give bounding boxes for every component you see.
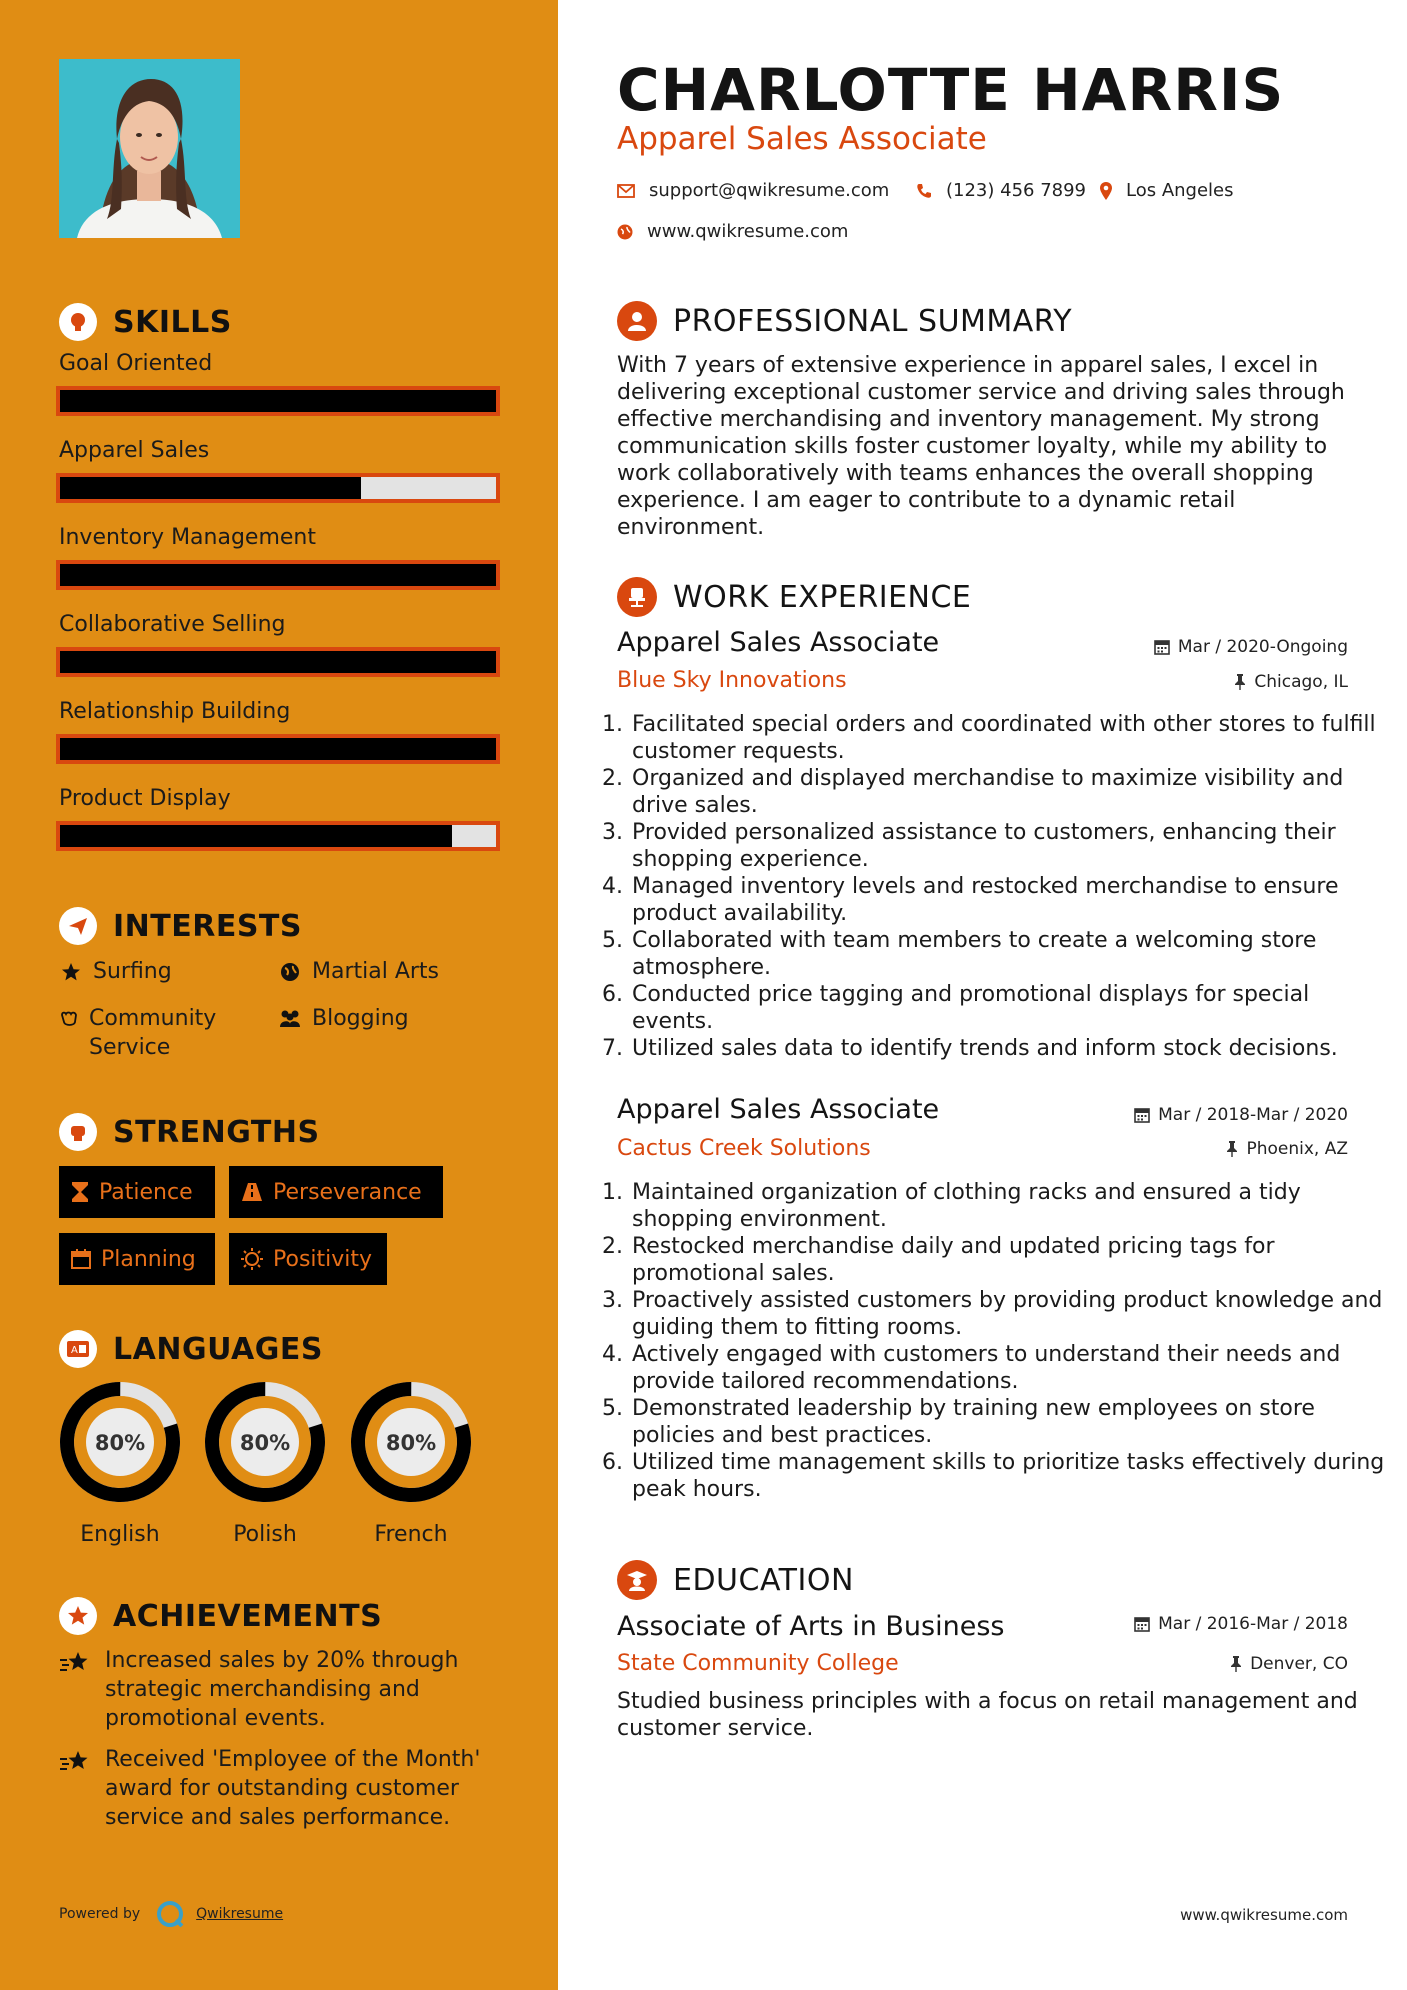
main-content [558, 0, 1407, 1990]
summary-title: PROFESSIONAL SUMMARY [673, 303, 1073, 339]
strength-badge [59, 1166, 215, 1218]
contact-location [1100, 180, 1234, 201]
skill-bar [56, 821, 500, 851]
summary-heading [617, 299, 1072, 343]
hourglass-icon [71, 1181, 89, 1203]
skill-fill [60, 477, 361, 499]
strength-label: Positivity [273, 1246, 373, 1272]
job-dates-text: Mar / 2020-Ongoing [1177, 637, 1348, 657]
interest-label: Blogging [312, 1006, 409, 1031]
language-percent: 80% [239, 1431, 291, 1455]
skill-label: Apparel Sales [59, 438, 210, 463]
education-heading [617, 1558, 854, 1602]
company-name: Cactus Creek Solutions [617, 1136, 871, 1161]
skill-bar [56, 734, 500, 764]
contact-email [617, 180, 889, 201]
sun-icon [241, 1248, 263, 1270]
language-percent: 80% [94, 1431, 146, 1455]
skills-title: SKILLS [113, 304, 232, 340]
school-name: State Community College [617, 1651, 899, 1676]
skills-heading [59, 300, 232, 344]
strength-label: Perseverance [273, 1179, 422, 1205]
strengths-heading [59, 1110, 320, 1154]
job-bullets [610, 711, 1390, 1062]
job-bullet: 3. Provided personalized assistance to customers, enhancing their shopping experience. [630, 819, 1390, 873]
language-gauge [203, 1380, 327, 1504]
experience-heading [617, 575, 971, 619]
job-bullet: 6. Conducted price tagging and promotional displays for special events. [630, 981, 1390, 1035]
skill-bar [56, 560, 500, 590]
skill-fill [60, 564, 496, 586]
experience-title: WORK EXPERIENCE [673, 579, 972, 615]
language-name: French [374, 1522, 448, 1547]
job-bullet: 4. Managed inventory levels and restocked merchandise to ensure product availability. [630, 873, 1390, 927]
interest-item [59, 957, 172, 986]
job-bullet: 1. Facilitated special orders and coordinated with other stores to fulfill customer requests. [630, 711, 1390, 765]
candidate-name: CHARLOTTE HARRIS [617, 56, 1285, 124]
job-bullets [610, 1179, 1390, 1503]
contact-website [617, 221, 848, 242]
shooting-star-icon [59, 1745, 91, 1832]
skill-bar [56, 647, 500, 677]
website-text[interactable]: www.qwikresume.com [647, 221, 849, 242]
skill-bar [56, 386, 500, 416]
education-location-text: Denver, CO [1250, 1654, 1348, 1674]
achievements-title: ACHIEVEMENTS [113, 1598, 383, 1634]
skill-fill [60, 390, 496, 412]
language-icon [59, 1330, 97, 1368]
job-bullet: 7. Utilized sales data to identify trends and inform stock decisions. [630, 1035, 1390, 1062]
pushpin-icon [1234, 674, 1246, 690]
interest-item [278, 1004, 409, 1033]
languages-heading [59, 1327, 323, 1371]
languages-title: LANGUAGES [113, 1331, 323, 1367]
skill-bar [56, 473, 500, 503]
skill-fill [60, 738, 496, 760]
strength-label: Patience [99, 1179, 193, 1205]
job-dates [1134, 1105, 1348, 1125]
profile-photo [59, 59, 240, 238]
email-text[interactable]: support@qwikresume.com [649, 180, 890, 201]
hand-icon [59, 1004, 79, 1029]
skill-fill [60, 651, 496, 673]
calendar-icon [71, 1249, 91, 1269]
language-name: Polish [233, 1522, 297, 1547]
globe-icon [278, 957, 302, 982]
strength-badge [229, 1233, 387, 1285]
achievement-item [59, 1646, 499, 1733]
powered-by [59, 1900, 283, 1928]
lightbulb-icon [59, 303, 97, 341]
qwikresume-logo-icon [156, 1900, 184, 1928]
language-item [349, 1380, 473, 1547]
education-title: EDUCATION [673, 1562, 854, 1598]
users-icon [278, 1004, 302, 1029]
phone-text: (123) 456 7899 [946, 180, 1087, 201]
user-icon [617, 301, 657, 341]
job-bullet: 1. Maintained organization of clothing racks and ensured a tidy shopping environment. [630, 1179, 1390, 1233]
language-name: English [80, 1522, 160, 1547]
calendar-icon [1134, 1107, 1150, 1123]
language-gauge [58, 1380, 182, 1504]
job-bullet: 5. Demonstrated leadership by training new employees on store policies and best practices. [630, 1395, 1390, 1449]
job-location [1234, 672, 1348, 692]
powered-by-label: Powered by [59, 1906, 141, 1922]
language-item [58, 1380, 182, 1547]
summary-text: With 7 years of extensive experience in apparel sales, I excel in delivering exceptional customer service and driving sales through effective merchandising and inventory management. My strong communication skills foster customer loyalty, while my ability to work collaboratively with teams enhances the overall shopping experience. I am eager to contribute to a dynamic retail environment. [617, 353, 1345, 540]
achievement-text: Received 'Employee of the Month' award for outstanding customer service and sales performance. [105, 1747, 481, 1830]
footer-url[interactable]: www.qwikresume.com [1180, 1906, 1348, 1924]
skill-fill [60, 825, 452, 847]
job-dates-text: Mar / 2018-Mar / 2020 [1158, 1105, 1348, 1125]
job-bullet: 2. Restocked merchandise daily and updated pricing tags for promotional sales. [630, 1233, 1390, 1287]
road-icon [241, 1182, 263, 1202]
job-bullet: 5. Collaborated with team members to create a welcoming store atmosphere. [630, 927, 1390, 981]
skill-label: Goal Oriented [59, 351, 213, 376]
education-text: Studied business principles with a focus on retail management and customer service. [617, 1689, 1358, 1741]
paper-plane-icon [59, 907, 97, 945]
language-percent: 80% [385, 1431, 437, 1455]
job-bullet: 6. Utilized time management skills to prioritize tasks effectively during peak hours. [630, 1449, 1390, 1503]
calendar-icon [1154, 639, 1170, 655]
job-location-text: Phoenix, AZ [1246, 1139, 1348, 1159]
interests-title: INTERESTS [113, 908, 302, 944]
interest-label: Community Service [89, 1006, 217, 1060]
job-title: Apparel Sales Associate [617, 627, 940, 658]
skill-label: Relationship Building [59, 699, 291, 724]
envelope-icon [617, 184, 635, 198]
interests-heading [59, 904, 302, 948]
strength-badge [229, 1166, 443, 1218]
skill-label: Inventory Management [59, 525, 316, 550]
job-bullet: 4. Actively engaged with customers to understand their needs and provide tailored recommendations. [630, 1341, 1390, 1395]
candidate-role: Apparel Sales Associate [617, 121, 987, 157]
education-dates-text: Mar / 2016-Mar / 2018 [1158, 1614, 1348, 1634]
education-location [1230, 1654, 1348, 1674]
office-chair-icon [617, 577, 657, 617]
interest-label: Surfing [93, 959, 172, 984]
pushpin-icon [1226, 1141, 1238, 1157]
shooting-star-icon [59, 1646, 91, 1733]
sidebar [0, 0, 558, 1990]
calendar-icon [1134, 1616, 1150, 1632]
job-bullet: 3. Proactively assisted customers by providing product knowledge and guiding them to fitting rooms. [630, 1287, 1390, 1341]
interest-label: Martial Arts [312, 959, 440, 984]
map-pin-icon [1100, 182, 1112, 200]
strength-badge [59, 1233, 215, 1285]
location-text: Los Angeles [1126, 180, 1234, 201]
qwikresume-link[interactable]: Qwikresume [196, 1906, 284, 1922]
contact-phone [916, 180, 1086, 201]
award-star-icon [59, 1597, 97, 1635]
svg-text:A: A [71, 1345, 78, 1356]
interest-item [278, 957, 439, 986]
job-location-text: Chicago, IL [1254, 672, 1348, 692]
graduate-icon [617, 1560, 657, 1600]
skill-label: Product Display [59, 786, 231, 811]
achievement-text: Increased sales by 20% through strategic merchandising and promotional events. [105, 1648, 459, 1731]
job-dates [1154, 637, 1348, 657]
globe-icon [617, 224, 633, 240]
language-gauge [349, 1380, 473, 1504]
achievements-heading [59, 1594, 382, 1638]
job-title: Apparel Sales Associate [617, 1094, 940, 1125]
job-bullet: 2. Organized and displayed merchandise to maximize visibility and drive sales. [630, 765, 1390, 819]
phone-icon [916, 183, 932, 199]
star-icon [59, 957, 83, 982]
skill-label: Collaborative Selling [59, 612, 286, 637]
fist-icon [59, 1113, 97, 1151]
company-name: Blue Sky Innovations [617, 668, 847, 693]
achievement-item [59, 1745, 499, 1832]
language-item [203, 1380, 327, 1547]
strengths-title: STRENGTHS [113, 1114, 320, 1150]
strength-label: Planning [101, 1246, 196, 1272]
job-location [1226, 1139, 1348, 1159]
degree-title: Associate of Arts in Business [617, 1611, 1005, 1642]
pushpin-icon [1230, 1656, 1242, 1672]
interest-item [59, 1004, 259, 1062]
education-dates [1134, 1614, 1348, 1634]
